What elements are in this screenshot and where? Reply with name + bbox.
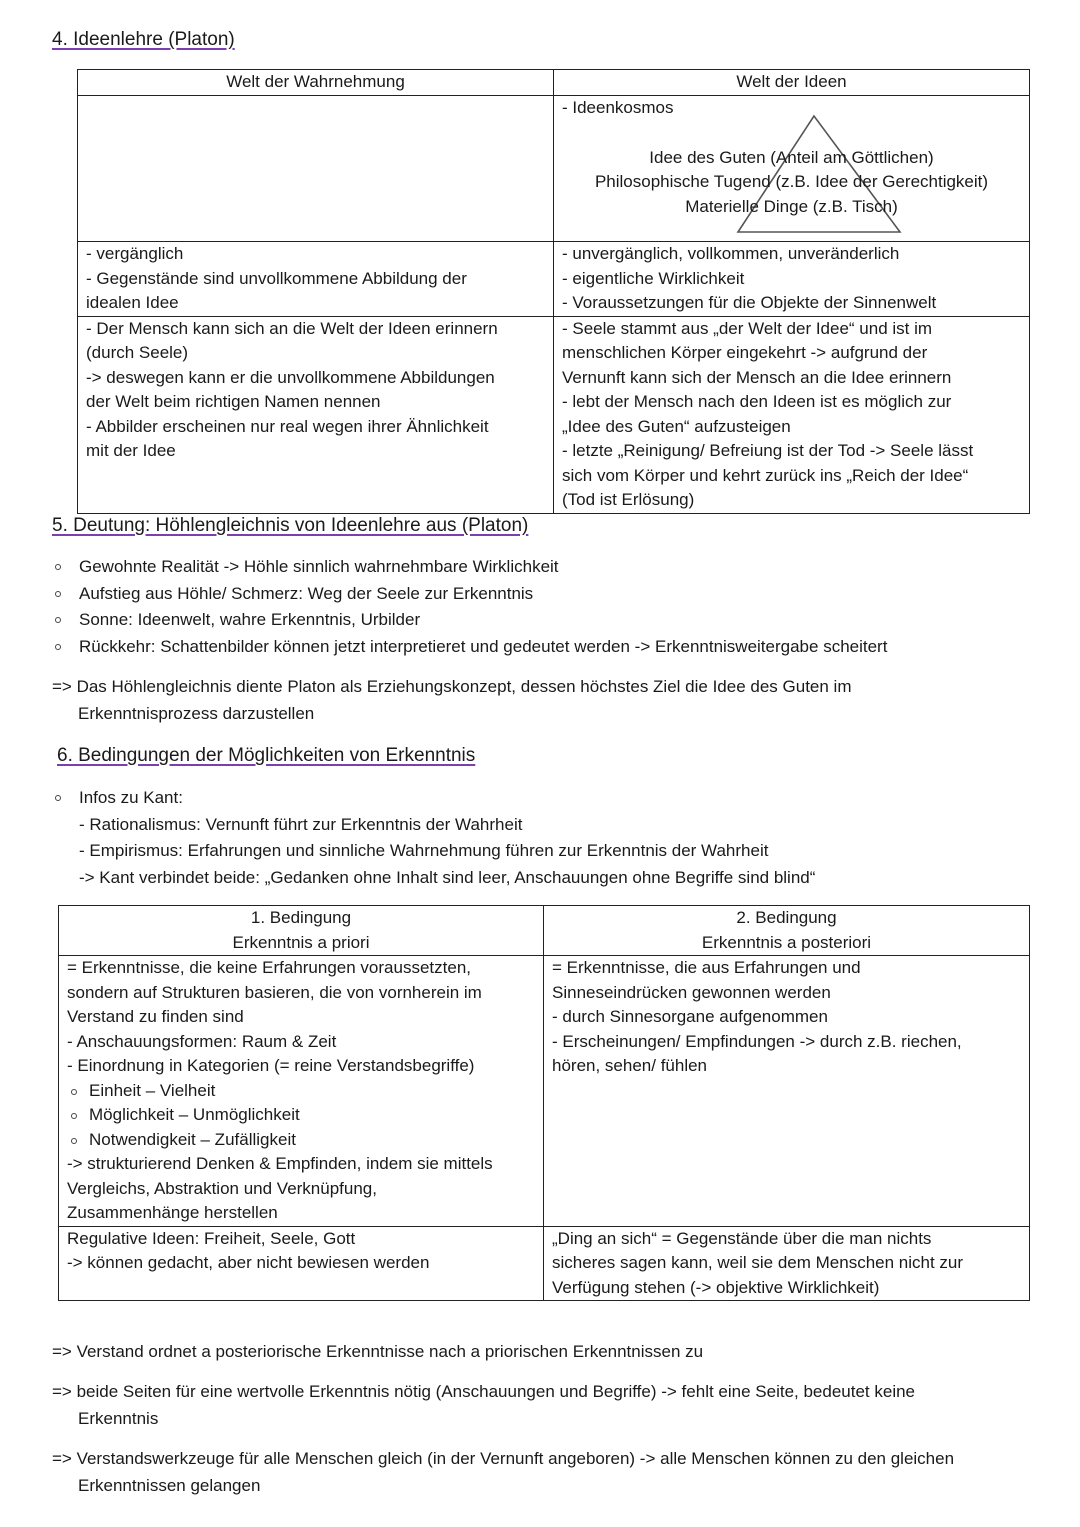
ideenlehre-table bbox=[77, 69, 1030, 514]
cell-line: - Erscheinungen/ Empfindungen -> durch z.B. riechen, bbox=[552, 1031, 962, 1051]
ideenkosmos-cell bbox=[554, 96, 1030, 242]
cell-line: Vernunft kann sich der Mensch an die Idee erinnern bbox=[562, 367, 952, 387]
hoehlengleichnis-list bbox=[55, 554, 1055, 660]
cell-line: = Erkenntnisse, die keine Erfahrungen voraussetzten, bbox=[67, 958, 471, 977]
cell-line: - unvergänglich, vollkommen, unveränderlich bbox=[562, 244, 900, 263]
cell-line: (durch Seele) bbox=[86, 343, 189, 362]
header-line: 2. Bedingung bbox=[736, 908, 837, 927]
cell-line: - eigentliche Wirklichkeit bbox=[562, 268, 745, 288]
cell-line: menschlichen Körper eingekehrt -> aufgrund der bbox=[562, 343, 928, 362]
conclusion-line: Erkenntnissen gelangen bbox=[78, 1475, 261, 1495]
conclusion-line: Erkenntnis bbox=[78, 1408, 159, 1428]
cell-line: hören, sehen/ fühlen bbox=[552, 1056, 708, 1075]
kant-info-list bbox=[55, 785, 1055, 891]
a-posteriori-cell bbox=[544, 956, 1030, 1227]
section-6-title: 6. Bedingungen der Möglichkeiten von Erkenntnis bbox=[57, 745, 476, 766]
cell-line: Zusammenhänge herstellen bbox=[67, 1203, 278, 1222]
list-item: Rückkehr: Schattenbilder können jetzt interpretieret und gedeutet werden -> Erkenntnisweitergabe scheitert bbox=[55, 634, 1055, 661]
cell-line: - letzte „Reinigung/ Befreiung ist der Tod -> Seele lässt bbox=[562, 441, 974, 460]
cell-line: - lebt der Mensch nach den Ideen ist es möglich zur bbox=[562, 392, 952, 411]
cell-line: Verfügung stehen (-> objektive Wirklichkeit) bbox=[552, 1277, 880, 1297]
kant-heading: Infos zu Kant: bbox=[79, 788, 183, 807]
cell-line: -> können gedacht, aber nicht bewiesen werden bbox=[67, 1253, 430, 1272]
section-5-conclusion bbox=[52, 674, 1052, 727]
wahrnehmung-mensch-cell bbox=[78, 316, 554, 513]
header-line: Erkenntnis a priori bbox=[232, 932, 370, 952]
category-item: Möglichkeit – Unmöglichkeit bbox=[67, 1103, 535, 1128]
col-header-a-priori bbox=[59, 906, 544, 956]
conclusion-2 bbox=[52, 1379, 1052, 1432]
empty-cell bbox=[78, 96, 554, 242]
cell-line: der Welt beim richtigen Namen nennen bbox=[86, 392, 381, 411]
cell-line: sich vom Körper und kehrt zurück ins „Reich der Idee“ bbox=[562, 465, 969, 485]
pyramid-labels bbox=[554, 146, 1029, 220]
ideen-seele-cell bbox=[554, 316, 1030, 513]
kant-line: - Rationalismus: Vernunft führt zur Erkenntnis der Wahrheit bbox=[79, 814, 523, 834]
header-line: Erkenntnis a posteriori bbox=[701, 932, 872, 952]
cell-line: (Tod ist Erlösung) bbox=[562, 490, 695, 509]
cell-line: - Anschauungsformen: Raum & Zeit bbox=[67, 1031, 337, 1051]
erkenntnis-table bbox=[58, 905, 1030, 1301]
wahrnehmung-properties-cell bbox=[78, 242, 554, 317]
cell-line: - Der Mensch kann sich an die Welt der Ideen erinnern bbox=[86, 318, 498, 338]
conclusion-3 bbox=[52, 1446, 1052, 1499]
kant-line: - Empirismus: Erfahrungen und sinnliche Wahrnehmung führen zur Erkenntnis der Wahrheit bbox=[79, 841, 769, 860]
list-item: Sonne: Ideenwelt, wahre Erkenntnis, Urbilder bbox=[55, 607, 1055, 634]
list-item: Gewohnte Realität -> Höhle sinnlich wahrnehmbare Wirklichkeit bbox=[55, 554, 1055, 581]
kant-line: -> Kant verbindet beide: „Gedanken ohne Inhalt sind leer, Anschauungen ohne Begriffe sind blind“ bbox=[79, 867, 816, 887]
section-5-heading bbox=[52, 514, 528, 538]
cell-line: Sinneseindrücken gewonnen werden bbox=[552, 982, 831, 1002]
col-header-ideen: Welt der Ideen bbox=[554, 70, 1030, 96]
cell-line: Vergleichs, Abstraktion und Verknüpfung, bbox=[67, 1178, 377, 1198]
cell-line: - Abbilder erscheinen nur real wegen ihrer Ähnlichkeit bbox=[86, 416, 489, 436]
cell-line: idealen Idee bbox=[86, 293, 179, 312]
cell-line: „Idee des Guten“ aufzusteigen bbox=[562, 416, 791, 436]
cell-line: „Ding an sich“ = Gegenstände über die man nichts bbox=[552, 1228, 932, 1248]
cell-line: Regulative Ideen: Freiheit, Seele, Gott bbox=[67, 1228, 356, 1248]
cell-line: - durch Sinnesorgane aufgenommen bbox=[552, 1007, 828, 1026]
section-4-heading bbox=[52, 28, 235, 52]
cell-line: - Gegenstände sind unvollkommene Abbildung der bbox=[86, 268, 467, 288]
cell-line: - vergänglich bbox=[86, 244, 184, 263]
cell-line: mit der Idee bbox=[86, 441, 176, 460]
cell-line: -> deswegen kann er die unvollkommene Abbildungen bbox=[86, 367, 495, 387]
pyramid-level-bottom: Materielle Dinge (z.B. Tisch) bbox=[685, 196, 898, 216]
conclusion-line: Erkenntnisprozess darzustellen bbox=[78, 703, 315, 723]
cell-line: = Erkenntnisse, die aus Erfahrungen und bbox=[552, 958, 861, 977]
conclusion-line: => Verstandswerkzeuge für alle Menschen gleich (in der Vernunft angeboren) -> alle Menschen können zu den gleichen bbox=[52, 1449, 955, 1468]
regulative-ideen-cell bbox=[59, 1226, 544, 1301]
col-header-a-posteriori bbox=[544, 906, 1030, 956]
header-line: 1. Bedingung bbox=[250, 908, 352, 927]
cell-line: sondern auf Strukturen basieren, die von vornherein im bbox=[67, 982, 482, 1002]
section-6-heading bbox=[57, 744, 475, 768]
section-4-title: 4. Ideenlehre (Platon) bbox=[52, 29, 235, 50]
list-item: Aufstieg aus Höhle/ Schmerz: Weg der Seele zur Erkenntnis bbox=[55, 581, 1055, 608]
cell-line: - Voraussetzungen für die Objekte der Sinnenwelt bbox=[562, 293, 937, 312]
cell-line: -> strukturierend Denken & Empfinden, indem sie mittels bbox=[67, 1154, 493, 1173]
col-header-wahrnehmung: Welt der Wahrnehmung bbox=[78, 70, 554, 96]
a-priori-cell bbox=[59, 956, 544, 1227]
list-item bbox=[55, 785, 1055, 891]
cell-line: - Seele stammt aus „der Welt der Idee“ und ist im bbox=[562, 318, 933, 338]
ding-an-sich-cell bbox=[544, 1226, 1030, 1301]
pyramid-level-top: Idee des Guten (Anteil am Göttlichen) bbox=[649, 147, 934, 167]
category-item: Einheit – Vielheit bbox=[67, 1079, 535, 1104]
conclusion-line: => Das Höhlengleichnis diente Platon als Erziehungskonzept, dessen höchstes Ziel die Idee des Guten im bbox=[52, 677, 852, 696]
pyramid-level-middle: Philosophische Tugend (z.B. Idee der Gerechtigkeit) bbox=[594, 172, 989, 191]
section-5-title: 5. Deutung: Höhlengleichnis von Ideenlehre aus (Platon) bbox=[52, 515, 529, 536]
ideen-properties-cell bbox=[554, 242, 1030, 317]
cell-line: - Einordnung in Kategorien (= reine Verstandsbegriffe) bbox=[67, 1056, 475, 1075]
conclusion-1 bbox=[52, 1339, 1052, 1366]
conclusion-line: => beide Seiten für eine wertvolle Erkenntnis nötig (Anschauungen und Begriffe) -> fehlt eine Seite, bedeutet keine bbox=[52, 1382, 916, 1401]
ideenkosmos-label: - Ideenkosmos bbox=[562, 98, 674, 117]
conclusion-line: => Verstand ordnet a posteriorische Erkenntnisse nach a priorischen Erkenntnissen zu bbox=[52, 1342, 704, 1361]
cell-line: sicheres sagen kann, weil sie dem Menschen nicht zur bbox=[552, 1253, 964, 1272]
cell-line: Verstand zu finden sind bbox=[67, 1007, 244, 1026]
category-item: Notwendigkeit – Zufälligkeit bbox=[67, 1128, 535, 1153]
